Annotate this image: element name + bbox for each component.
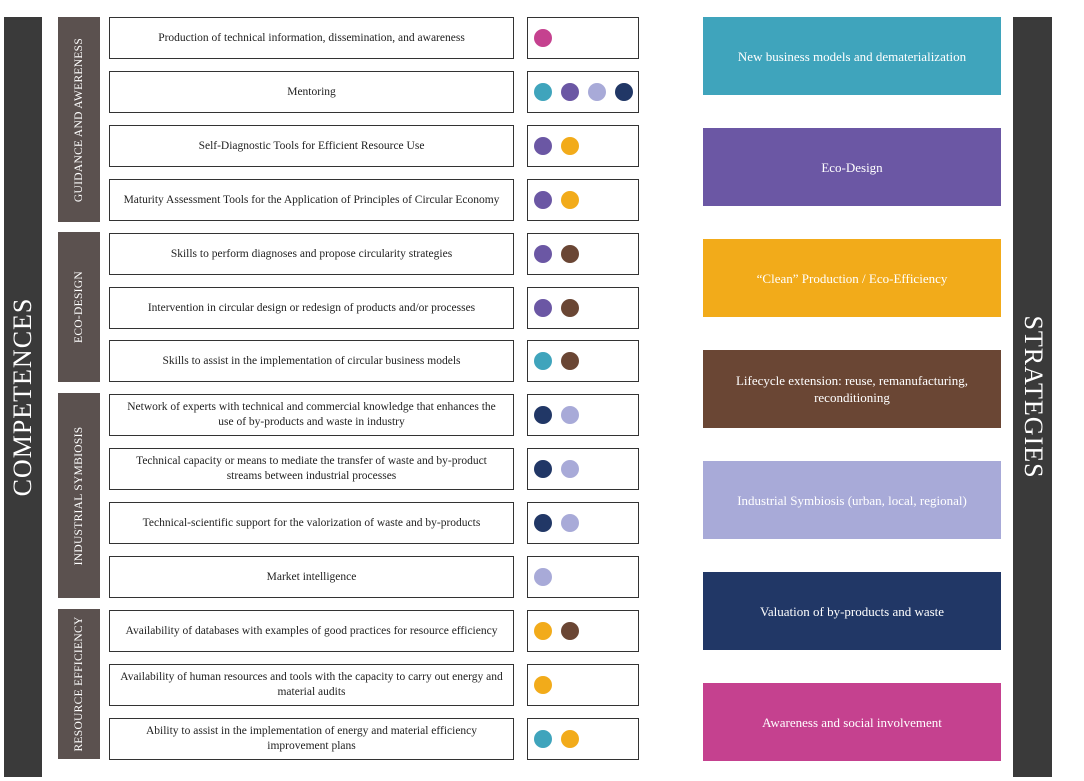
strategy-dot-icon (588, 83, 606, 101)
competence-row: Market intelligence (109, 556, 514, 598)
strategy-indicator-box (527, 71, 639, 113)
competence-row: Ability to assist in the implementation of energy and material efficiency improvement plans (109, 718, 514, 760)
strategy-dot-icon (561, 352, 579, 370)
strategy-dot-icon (534, 514, 552, 532)
strategy-dot-icon (534, 730, 552, 748)
strategies-title: STRATEGIES (1018, 315, 1048, 479)
strategy-indicator-box (527, 125, 639, 167)
category-eco-design (58, 232, 100, 382)
strategy-box: “Clean” Production / Eco-Efficiency (703, 239, 1001, 317)
strategy-dot-icon (534, 352, 552, 370)
category-industrial-symbiosis (58, 393, 100, 598)
strategy-indicator-box (527, 556, 639, 598)
strategy-dot-icon (561, 83, 579, 101)
strategy-indicator-box (527, 179, 639, 221)
strategy-indicator-box (527, 287, 639, 329)
strategy-box: Industrial Symbiosis (urban, local, regional) (703, 461, 1001, 539)
competence-row: Technical capacity or means to mediate the transfer of waste and by-product streams between industrial processes (109, 448, 514, 490)
strategy-indicator-box (527, 664, 639, 706)
strategy-dot-icon (534, 245, 552, 263)
category-label: ECO-DESIGN (73, 271, 85, 343)
strategy-box: Awareness and social involvement (703, 683, 1001, 761)
strategy-dot-icon (534, 676, 552, 694)
strategy-dot-icon (561, 191, 579, 209)
competence-row: Availability of human resources and tools with the capacity to carry out energy and material audits (109, 664, 514, 706)
category-label: RESOURCE EFFICIENCY (73, 616, 85, 752)
competences-bar (4, 17, 42, 777)
strategies-bar (1013, 17, 1052, 777)
strategy-dot-icon (561, 622, 579, 640)
strategy-dot-icon (534, 568, 552, 586)
strategy-dot-icon (534, 299, 552, 317)
category-guidance (58, 17, 100, 222)
strategy-indicator-box (527, 718, 639, 760)
strategy-dot-icon (561, 137, 579, 155)
strategy-indicator-box (527, 448, 639, 490)
category-label: GUIDANCE AND AWERENESS (73, 37, 85, 202)
strategy-dot-icon (534, 622, 552, 640)
competence-row: Availability of databases with examples of good practices for resource efficiency (109, 610, 514, 652)
category-resource-efficiency (58, 609, 100, 759)
competences-title: COMPETENCES (8, 297, 37, 497)
strategy-indicator-box (527, 502, 639, 544)
strategy-dot-icon (534, 406, 552, 424)
strategy-dot-icon (534, 83, 552, 101)
competence-row: Skills to perform diagnoses and propose circularity strategies (109, 233, 514, 275)
strategy-indicator-box (527, 340, 639, 382)
competence-row: Intervention in circular design or redesign of products and/or processes (109, 287, 514, 329)
competence-row: Skills to assist in the implementation of circular business models (109, 340, 514, 382)
competence-row: Self-Diagnostic Tools for Efficient Resource Use (109, 125, 514, 167)
competence-row: Mentoring (109, 71, 514, 113)
strategy-dot-icon (561, 730, 579, 748)
strategy-box: New business models and dematerialization (703, 17, 1001, 95)
strategy-dot-icon (615, 83, 633, 101)
strategy-box: Lifecycle extension: reuse, remanufacturing, reconditioning (703, 350, 1001, 428)
strategy-box: Eco-Design (703, 128, 1001, 206)
competence-row: Network of experts with technical and commercial knowledge that enhances the use of by-products and waste in industry (109, 394, 514, 436)
strategy-dot-icon (561, 406, 579, 424)
strategy-indicator-box (527, 233, 639, 275)
competence-row: Technical-scientific support for the valorization of waste and by-products (109, 502, 514, 544)
strategy-dot-icon (561, 245, 579, 263)
strategy-dot-icon (561, 514, 579, 532)
strategy-indicator-box (527, 394, 639, 436)
category-label: INDUSTRIAL SYMBIOSIS (73, 426, 85, 565)
strategy-box: Valuation of by-products and waste (703, 572, 1001, 650)
strategy-dot-icon (534, 137, 552, 155)
strategy-indicator-box (527, 17, 639, 59)
strategy-indicator-box (527, 610, 639, 652)
strategy-dot-icon (561, 460, 579, 478)
competence-row: Maturity Assessment Tools for the Application of Principles of Circular Economy (109, 179, 514, 221)
strategy-dot-icon (534, 460, 552, 478)
competence-row: Production of technical information, dissemination, and awareness (109, 17, 514, 59)
strategy-dot-icon (561, 299, 579, 317)
strategy-dot-icon (534, 29, 552, 47)
strategy-dot-icon (534, 191, 552, 209)
